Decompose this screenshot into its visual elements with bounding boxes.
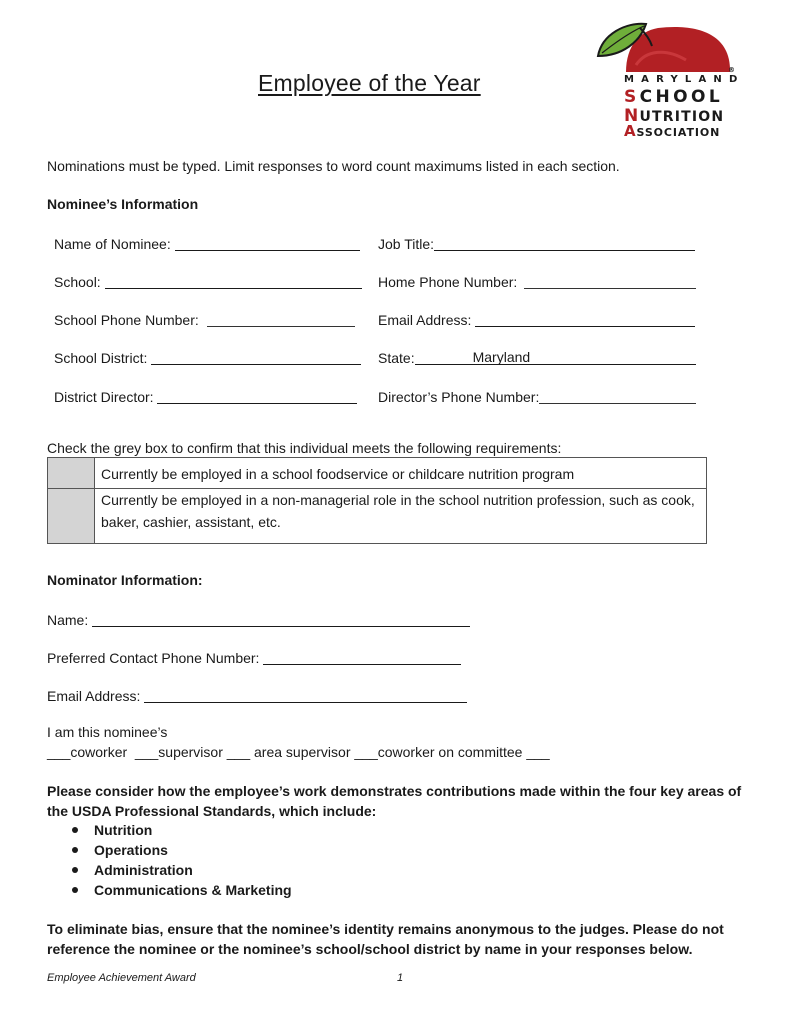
nominee-heading: Nominee’s Information	[47, 196, 199, 212]
requirement-text: Currently be employed in a non-managerial role in the school nutrition profession, such as cook, baker, cashier, assistant, etc.	[95, 489, 707, 544]
list-item: Operations	[47, 840, 292, 860]
bullet-icon	[72, 887, 78, 893]
requirement-checkbox[interactable]	[48, 458, 95, 489]
requirements-intro: Check the grey box to confirm that this individual meets the following requirements:	[47, 440, 562, 456]
requirement-row	[48, 458, 707, 489]
relation-intro: I am this nominee’s	[47, 724, 168, 740]
nominator-email-label: Email Address:	[47, 688, 141, 704]
bias-note: To eliminate bias, ensure that the nominee’s identity remains anonymous to the judges. Please do not reference the nominee or the nominee’s school/school district by name in your responses below.	[47, 921, 724, 957]
nominator-phone-field	[47, 648, 461, 666]
state-label: State:	[378, 350, 415, 366]
relation-options[interactable]: ___coworker ___supervisor ___ area supervisor ___coworker on committee ___	[47, 744, 550, 760]
home-phone-field	[378, 272, 696, 290]
nominator-email-field	[47, 686, 467, 704]
logo-registered: ®	[728, 66, 735, 74]
instructions-text: Nominations must be typed. Limit responses to word count maximums listed in each section.	[47, 158, 620, 174]
nominator-name-label: Name:	[47, 612, 89, 628]
nominator-phone-label: Preferred Contact Phone Number:	[47, 650, 260, 666]
job-title-label: Job Title:	[378, 236, 435, 252]
standards-list	[47, 820, 292, 900]
logo-line-maryland: MARYLAND	[624, 74, 745, 85]
home-phone-input[interactable]	[524, 274, 696, 289]
requirement-row	[48, 489, 707, 544]
requirements-table	[47, 457, 707, 544]
requirement-checkbox[interactable]	[48, 489, 95, 544]
logo-line-association: ASSOCIATION	[624, 122, 721, 140]
district-director-field	[54, 387, 357, 405]
list-item: Communications & Marketing	[47, 880, 292, 900]
email-input[interactable]	[475, 312, 695, 327]
district-director-label: District Director:	[54, 389, 154, 405]
school-district-label: School District:	[54, 350, 148, 366]
footer-title: Employee Achievement Award	[47, 972, 196, 984]
job-title-field	[378, 234, 695, 252]
logo-line-nutrition: NUTRITION	[624, 106, 725, 126]
list-item: Nutrition	[47, 820, 292, 840]
list-item: Administration	[47, 860, 292, 880]
school-district-input[interactable]	[151, 350, 361, 365]
nominee-name-input[interactable]	[175, 236, 360, 251]
nominator-name-field	[47, 610, 470, 628]
state-input[interactable]	[415, 350, 696, 365]
nominee-name-field	[54, 234, 360, 252]
school-phone-input[interactable]	[207, 312, 355, 327]
standards-text: Please consider how the employee’s work demonstrates contributions made within the four key areas of the USDA Professional Standards, which include:	[47, 783, 742, 819]
page-title: Employee of the Year	[258, 70, 481, 96]
school-input[interactable]	[105, 274, 362, 289]
logo-line-school: SCHOOL	[624, 87, 724, 107]
director-phone-label: Director’s Phone Number:	[378, 389, 540, 405]
nominator-heading: Nominator Information:	[47, 572, 203, 588]
district-director-input[interactable]	[157, 389, 357, 404]
nominator-phone-input[interactable]	[263, 650, 461, 665]
email-field	[378, 310, 695, 328]
state-field	[378, 348, 696, 366]
nominator-email-input[interactable]	[144, 688, 467, 703]
nominator-name-input[interactable]	[92, 612, 470, 627]
bullet-icon	[72, 867, 78, 873]
bullet-icon	[72, 827, 78, 833]
home-phone-label: Home Phone Number:	[378, 274, 518, 290]
director-phone-field	[378, 387, 696, 405]
job-title-input[interactable]	[434, 236, 695, 251]
school-phone-label: School Phone Number:	[54, 312, 199, 328]
school-field	[54, 272, 362, 290]
director-phone-input[interactable]	[539, 389, 696, 404]
school-phone-field	[54, 310, 355, 328]
state-value: Maryland	[472, 349, 531, 365]
school-district-field	[54, 348, 361, 366]
email-label: Email Address:	[378, 312, 472, 328]
nominee-name-label: Name of Nominee:	[54, 236, 171, 252]
apple-leaf-icon	[596, 20, 736, 80]
msna-logo	[596, 20, 745, 140]
school-label: School:	[54, 274, 101, 290]
bullet-icon	[72, 847, 78, 853]
page-number: 1	[397, 972, 404, 984]
requirement-text: Currently be employed in a school foodservice or childcare nutrition program	[95, 458, 707, 489]
